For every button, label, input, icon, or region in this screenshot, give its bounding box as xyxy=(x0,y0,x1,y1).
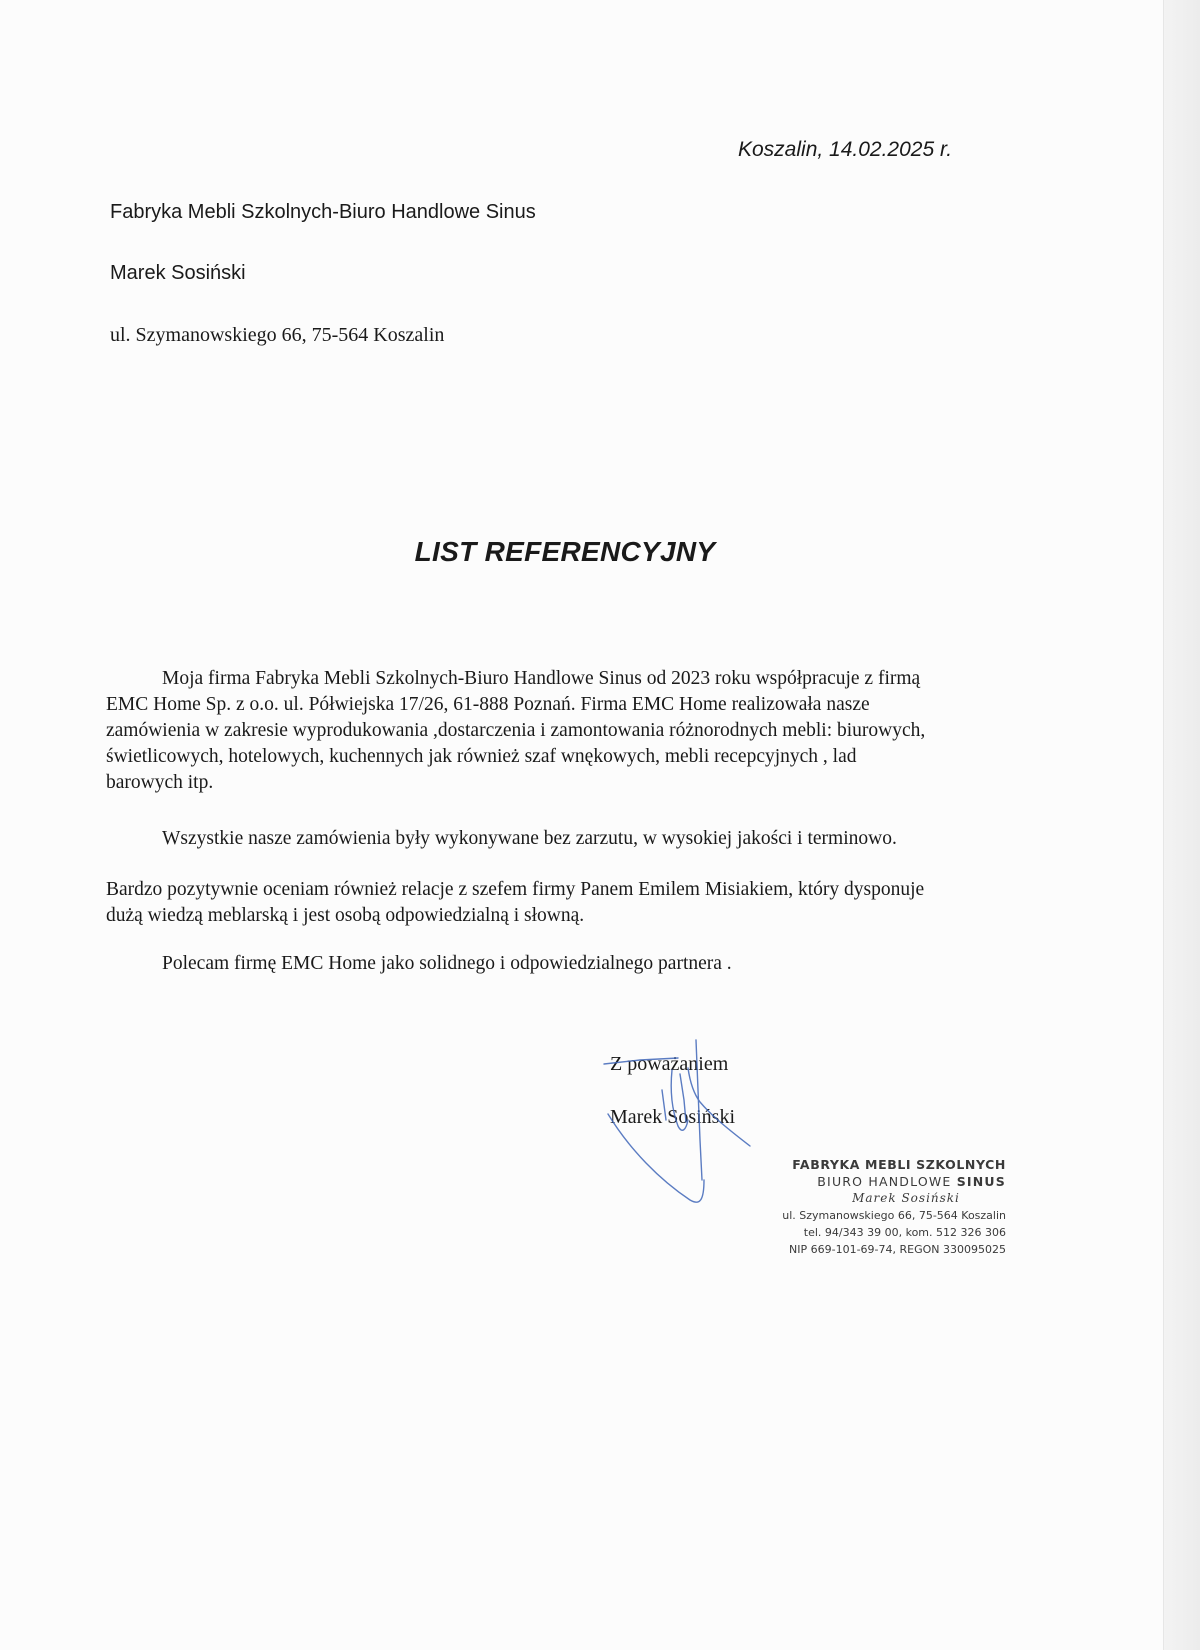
stamp-office-label: BIURO HANDLOWE xyxy=(817,1174,957,1189)
stamp-office-brand: SINUS xyxy=(956,1174,1006,1189)
paragraph-1-line: zamówienia w zakresie wyprodukowania ,dostarczenia i zamontowania różnorodnych mebli: biurowych, xyxy=(106,720,926,741)
stamp-line-address: ul. Szymanowskiego 66, 75-564 Koszalin xyxy=(782,1209,1006,1222)
stamp-line-tax-ids: NIP 669-101-69-74, REGON 330095025 xyxy=(789,1243,1006,1256)
scan-edge xyxy=(1163,0,1200,1650)
stamp-line-owner: Marek Sosiński xyxy=(852,1191,960,1205)
sender-address: ul. Szymanowskiego 66, 75-564 Koszalin xyxy=(110,324,445,346)
paragraph-1-line: Moja firma Fabryka Mebli Szkolnych-Biuro Handlowe Sinus od 2023 roku współpracuje z firmą xyxy=(162,668,921,689)
paragraph-1-line: świetlicowych, hotelowych, kuchennych jak również szaf wnękowych, mebli recepcyjnych , lad xyxy=(106,746,857,767)
stamp-line-company: FABRYKA MEBLI SZKOLNYCH xyxy=(792,1157,1006,1172)
letter-title: LIST REFERENCYJNY xyxy=(414,536,716,567)
letter-date: Koszalin, 14.02.2025 r. xyxy=(738,138,953,161)
paragraph-1-line: barowych itp. xyxy=(106,772,214,793)
stamp-line-phone: tel. 94/343 39 00, kom. 512 326 306 xyxy=(803,1226,1006,1239)
stamp-line-office xyxy=(766,1173,1006,1190)
paragraph-1-line: EMC Home Sp. z o.o. ul. Półwiejska 17/26, 61-888 Poznań. Firma EMC Home realizowała nasze xyxy=(106,694,870,715)
sender-name: Marek Sosiński xyxy=(110,262,246,284)
sender-company: Fabryka Mebli Szkolnych-Biuro Handlowe Sinus xyxy=(110,201,536,223)
closing-greeting: Z poważaniem xyxy=(610,1053,729,1075)
handwritten-signature xyxy=(600,1030,770,1220)
paragraph-3-line: Bardzo pozytywnie oceniam również relacje z szefem firmy Panem Emilem Misiakiem, który dysponuje xyxy=(106,879,925,900)
paragraph-4: Polecam firmę EMC Home jako solidnego i odpowiedzialnego partnera . xyxy=(162,953,732,974)
paragraph-2: Wszystkie nasze zamówienia były wykonywane bez zarzutu, w wysokiej jakości i terminowo. xyxy=(162,828,897,849)
closing-name: Marek Sosiński xyxy=(610,1106,735,1128)
paragraph-3-line: dużą wiedzą meblarską i jest osobą odpowiedzialną i słowną. xyxy=(106,905,585,926)
company-stamp xyxy=(766,1156,1006,1258)
paragraph-3 xyxy=(106,877,1036,929)
paragraph-1 xyxy=(106,666,1036,796)
